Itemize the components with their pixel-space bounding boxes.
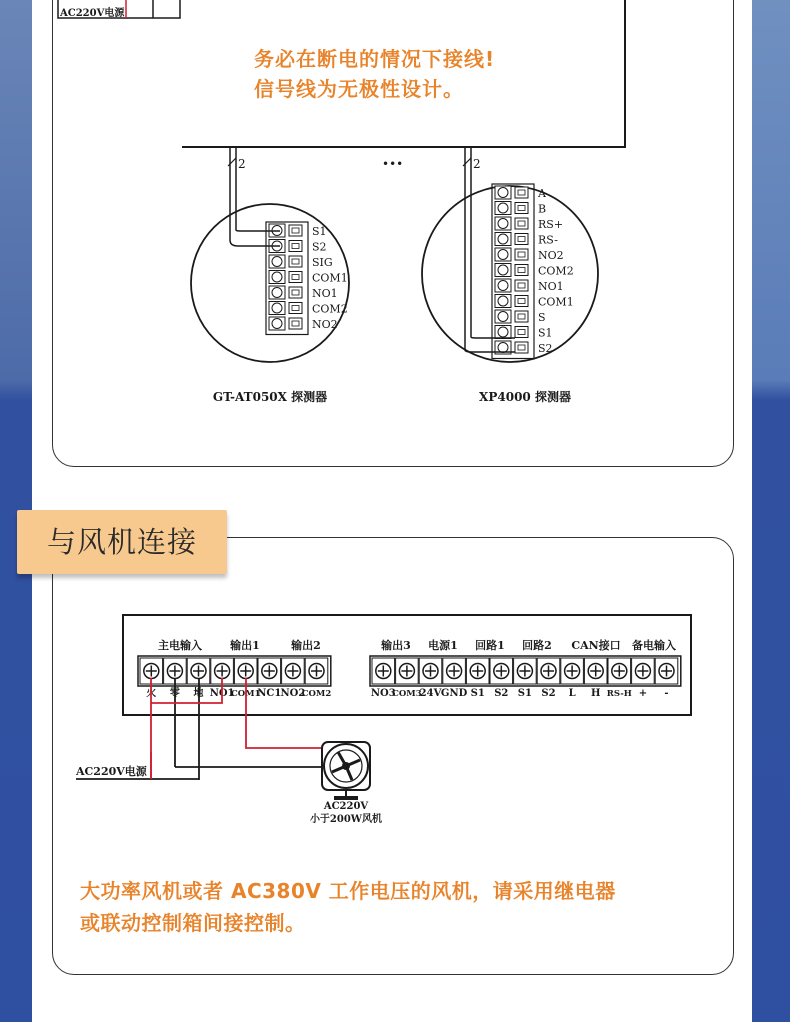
left-terminal-strip [138,656,331,699]
terminal-group-label: 回路2 [522,639,552,652]
terminal-label: RS-H [606,689,632,699]
detector-b-caption: XP4000 探测器 [479,390,571,404]
screw-terminal [632,658,655,699]
terminal-row [495,279,564,293]
terminal-row [269,255,333,269]
terminal-label: A [538,187,546,200]
terminal-label: COM2 [312,302,348,316]
terminal-label: S1 [517,688,532,699]
screw-terminal [607,658,632,699]
screw-terminal [514,658,537,699]
terminal-label: S2 [538,342,553,355]
terminal-label: S1 [312,225,327,238]
terminal-label: COM2 [538,264,574,278]
fan-voltage-label: AC220V [323,801,369,812]
wire-count-b: 2 [473,157,481,171]
terminal-label: S1 [538,326,553,340]
screw-terminal [419,658,442,699]
wire-count-a: 2 [238,157,246,171]
terminal-row [495,217,563,231]
terminal-label: 地 [193,688,204,699]
terminal-label: NO1 [312,287,338,300]
terminal-label: S2 [541,688,556,699]
fan-notice [80,875,740,939]
terminal-group-labels [158,638,676,652]
terminal-label: L [568,688,576,699]
terminal-label: NO3 [370,688,396,699]
terminal-group-label: 主电输入 [158,639,202,652]
terminal-group-label: 输出3 [381,639,411,652]
ellipsis: ••• [382,157,404,171]
screw-terminal [441,658,468,699]
terminal-row [269,286,338,300]
terminal-label: COM2 [301,689,332,699]
terminal-label: RS+ [538,218,564,231]
screw-terminal [257,658,281,699]
fan-icon [322,742,370,800]
right-terminal-strip [370,656,681,699]
terminal-row [495,202,546,216]
terminal-label: 24V [419,688,442,699]
section-tab [17,510,227,574]
terminal-label: RS- [538,233,558,247]
terminal-label: NO2 [312,318,338,331]
fan-notice-line-2: 或联动控制箱间接控制。 [80,911,306,935]
terminal-row [495,186,547,200]
terminal-label: NO2 [538,249,564,262]
terminal-label: COM1 [312,271,348,285]
terminal-label: COM1 [230,689,261,699]
terminal-group-label: 电源1 [428,639,458,652]
terminal-label: S2 [312,240,327,254]
screw-terminal [537,658,560,699]
terminal-label: + [638,688,648,699]
screw-terminal [302,658,332,699]
terminal-group-label: 输出2 [291,639,321,652]
terminal-group-label: CAN接口 [571,639,621,652]
terminal-label: S [538,311,546,324]
terminal-label: - [664,688,669,699]
terminal-row [495,310,546,324]
terminal-label: GND [440,688,468,699]
power-label: AC220V电源 [60,8,125,19]
terminal-label: COM3 [392,689,422,699]
terminal-group-label: 回路1 [475,639,505,652]
terminal-label: H [590,688,601,699]
terminal-label: SIG [312,256,333,269]
fan-power-label: AC220V电源 [76,765,147,778]
wire-count-tick-a [228,158,236,166]
terminal-label: 火 [146,688,157,699]
fan-power-rating-label: 小于200W风机 [309,814,383,825]
terminal-row [269,317,338,331]
terminal-label: S2 [494,688,509,699]
terminal-row [495,341,553,355]
terminal-group-label: 备电输入 [632,639,676,652]
terminal-label: S1 [470,688,485,699]
screw-terminal [561,658,584,699]
safety-notice-line-2: 信号线为无极性设计。 [254,77,464,101]
detector-a-caption: GT-AT050X 探测器 [212,390,328,404]
terminal-label: NC1 [257,688,282,699]
screw-terminal [466,658,489,699]
terminal-label: B [538,202,547,216]
terminal-label: COM1 [538,295,574,309]
safety-notice [254,44,495,104]
section-title: 与风机连接 [46,525,197,559]
fan-notice-line-1: 大功率风机或者 AC380V 工作电压的风机，请采用继电器 [80,879,616,903]
terminal-row [495,248,564,262]
wire-count-tick-b [463,158,471,166]
safety-notice-line-1: 务必在断电的情况下接线! [254,47,496,71]
terminal-group-label: 输出1 [230,639,260,652]
screw-terminal [655,658,678,699]
terminal-label: 零 [169,688,180,699]
terminal-label: NO1 [209,688,235,699]
terminal-label: NO2 [280,688,306,699]
screw-terminal [392,658,422,699]
terminal-label: NO1 [538,280,564,293]
screw-terminal [584,658,607,699]
screw-terminal [490,658,513,699]
terminal-row [495,233,558,247]
detector-b-terminal-block [492,184,574,359]
